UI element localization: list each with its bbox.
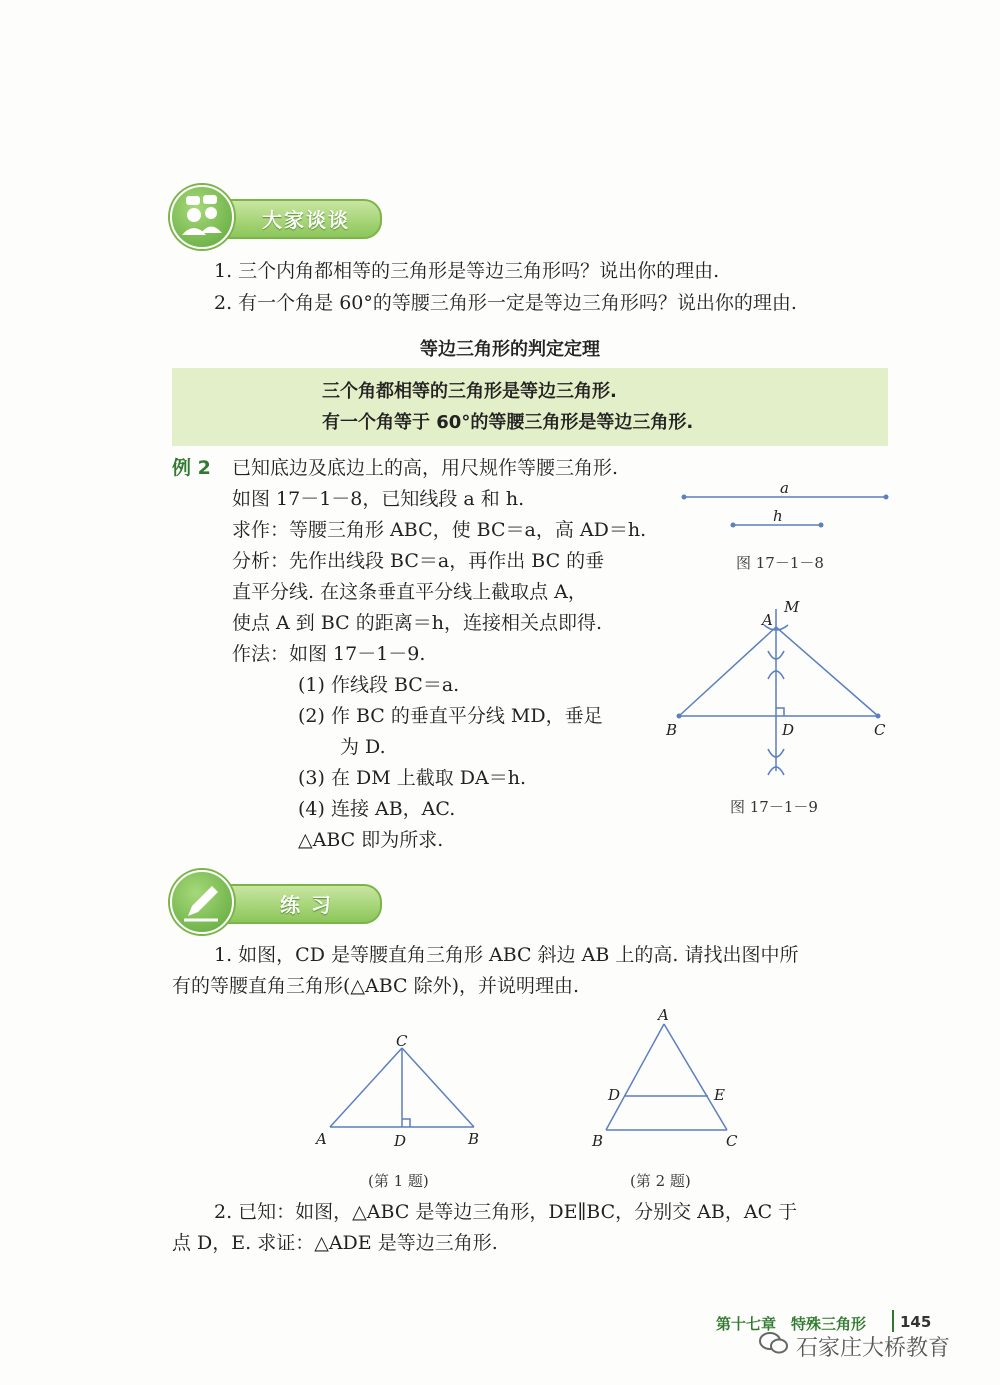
watermark-text: 石家庄大桥教育 [796,1336,951,1361]
chapter-title: 第十七章 特殊三角形 [716,1315,867,1333]
people-icon [170,185,234,249]
example-label: 例 2 [172,457,211,479]
example-line: 如图 17－1－8，已知线段 a 和 h. [232,488,525,510]
figure-question-1 [312,1030,492,1155]
side-AB [679,627,776,716]
side-AB [606,1024,664,1130]
construction-step: △ABC 即为所求. [298,829,444,851]
example-line: 已知底边及底边上的高，用尺规作等腰三角形. [232,457,619,479]
label-C: C [726,1132,738,1150]
label-A: A [762,611,773,629]
caption-question-1: (第 1 题) [368,1172,429,1190]
caption-17-1-8: 图 17－1－8 [736,554,824,572]
example-line: 作法：如图 17－1－9. [232,643,426,665]
label-a: a [780,479,789,497]
footer-divider [892,1310,894,1332]
figure-question-2 [584,1002,754,1152]
theorem-line-2: 有一个角等于 60°的等腰三角形是等边三角形. [322,412,694,433]
figure-17-1-9 [660,595,900,785]
vertex-B [677,714,682,719]
endpoint [819,523,824,528]
label-C: C [874,721,886,739]
practice-2-line-2: 点 D，E. 求证：△ADE 是等边三角形. [172,1232,498,1254]
theorem-line-1: 三个角都相等的三角形是等边三角形. [322,381,617,402]
side-AC [330,1048,402,1127]
figure-17-1-8 [676,478,896,543]
practice-1-line-2: 有的等腰直角三角形(△ABC 除外)，并说明理由. [172,975,580,997]
label-D: D [394,1132,407,1150]
theorem-box [172,368,888,446]
label-D: D [782,721,795,739]
label-A: A [658,1006,669,1024]
example-line: 使点 A 到 BC 的距离＝h，连接相关点即得. [232,612,603,634]
label-B: B [666,721,678,739]
right-angle-mark [402,1119,410,1127]
page-number: 145 [900,1313,932,1331]
example-line: 直平分线. 在这条垂直平分线上截取点 A， [232,581,587,603]
vertex-C [876,714,881,719]
label-h: h [773,507,783,525]
discussion-question-1: 1. 三个内角都相等的三角形是等边三角形吗？说出你的理由. [214,260,720,282]
practice-banner [170,870,380,934]
label-C: C [396,1032,408,1050]
endpoint [731,523,736,528]
label-M: M [784,598,800,616]
practice-1-line-1: 1. 如图，CD 是等腰直角三角形 ABC 斜边 AB 上的高. 请找出图中所 [214,944,799,966]
practice-2-line-1: 2. 已知：如图，△ABC 是等边三角形，DE∥BC，分别交 AB，AC 于 [214,1201,798,1223]
caption-question-2: (第 2 题) [630,1172,691,1190]
label-A: A [316,1130,327,1148]
construction-step: (2) 作 BC 的垂直平分线 MD，垂足 [298,705,603,727]
side-BC [402,1048,474,1127]
wechat-icon [758,1330,790,1360]
example-line: 分析：先作出线段 BC＝a，再作出 BC 的垂 [232,550,605,572]
side-AC [664,1024,727,1130]
endpoint [682,495,687,500]
construction-step: (4) 连接 AB，AC. [298,798,456,820]
side-AC [776,627,878,716]
discussion-banner-label: 大家谈谈 [262,208,350,232]
discussion-banner [170,185,380,249]
construction-step: (3) 在 DM 上截取 DA＝h. [298,767,526,789]
construction-step: 为 D. [340,736,386,758]
caption-17-1-9: 图 17－1－9 [730,798,818,816]
construction-step: (1) 作线段 BC＝a. [298,674,460,696]
label-B: B [468,1130,480,1148]
label-E: E [714,1086,725,1104]
theorem-title: 等边三角形的判定定理 [420,339,600,360]
example-line: 求作：等腰三角形 ABC，使 BC＝a，高 AD＝h. [232,519,647,541]
label-D: D [608,1086,621,1104]
pencil-icon [170,870,234,934]
label-B: B [592,1132,604,1150]
endpoint [884,495,889,500]
practice-banner-label: 练 习 [280,893,333,917]
right-angle-mark [776,708,784,716]
discussion-question-2: 2. 有一个角是 60°的等腰三角形一定是等边三角形吗？说出你的理由. [214,292,797,314]
